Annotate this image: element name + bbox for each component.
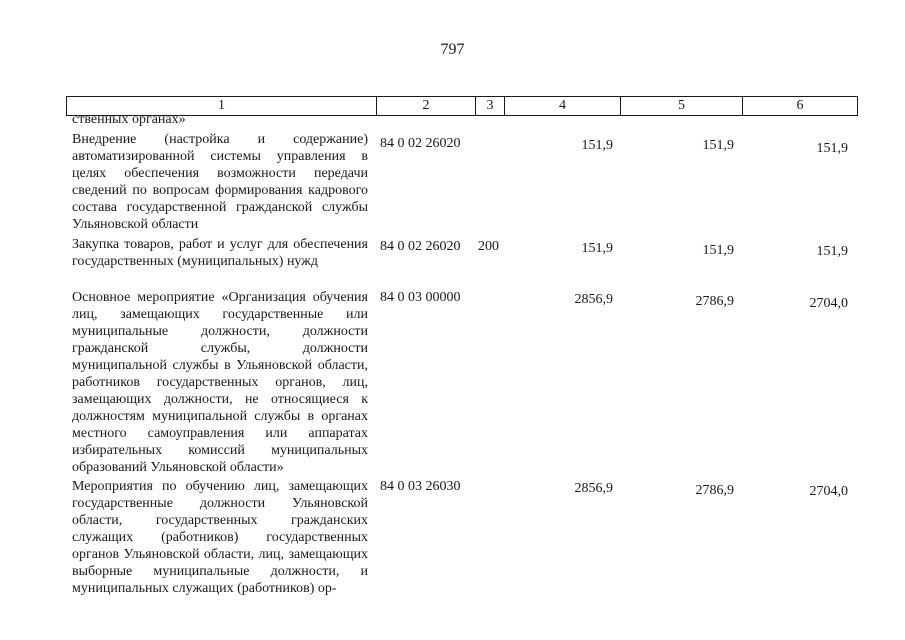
row-vr: 200: [478, 239, 499, 254]
page-number: 797: [440, 41, 465, 58]
row-value-col5: 151,9: [702, 138, 734, 153]
header-col-2: 2: [376, 97, 475, 115]
row-value-col5: 151,9: [702, 243, 734, 258]
row-value-col4: 151,9: [581, 138, 613, 153]
row-value-col6: 2704,0: [809, 296, 848, 311]
header-col-1: 1: [218, 98, 225, 113]
row-description: Мероприятия по обучению лиц, замещающих государственные должности Ульяновской области, государственных гражданских служащих (работников) государственных органов Ульяновской области, лиц, замещающих выборные муниципальные должности, и муниципальных служащих (работников) ор-: [72, 479, 368, 596]
row-description: Внедрение (настройка и содержание) автоматизированной системы управления в целях обеспечения возможности передачи сведений по вопросам формирования кадрового состава государственной гражданской службы Ульяновской области: [72, 132, 368, 232]
row-description: Основное мероприятие «Организация обучения лиц, замещающих государственные или муниципальные должности, должности гражданской службы, должности муниципальной службы в Ульяновской области, работников государственных органов, лиц, замещающих должности, не относящиеся к должностям муниципальной службы в органах местного самоуправления или аппаратах избирательных комиссий муниципальных образований Ульяновской области»: [72, 290, 368, 475]
row-description: Закупка товаров, работ и услуг для обеспечения государственных (муниципальных) нужд: [72, 237, 368, 269]
row-value-col4: 2856,9: [574, 481, 613, 496]
row-code: 84 0 03 26030: [380, 479, 461, 494]
row-description: ственных органах»: [72, 112, 186, 127]
row-code: 84 0 02 26020: [380, 136, 461, 151]
header-col-6: 6: [742, 97, 857, 115]
row-value-col4: 151,9: [581, 241, 613, 256]
header-col-4: 4: [504, 97, 620, 115]
row-value-col6: 2704,0: [809, 484, 848, 499]
row-value-col6: 151,9: [816, 141, 848, 156]
row-value-col6: 151,9: [816, 244, 848, 259]
row-code: 84 0 03 00000: [380, 290, 461, 305]
row-code: 84 0 02 26020: [380, 239, 461, 254]
header-col-5: 5: [620, 97, 742, 115]
row-value-col5: 2786,9: [695, 483, 734, 498]
header-col-3: 3: [475, 97, 504, 115]
row-value-col4: 2856,9: [574, 292, 613, 307]
row-value-col5: 2786,9: [695, 294, 734, 309]
